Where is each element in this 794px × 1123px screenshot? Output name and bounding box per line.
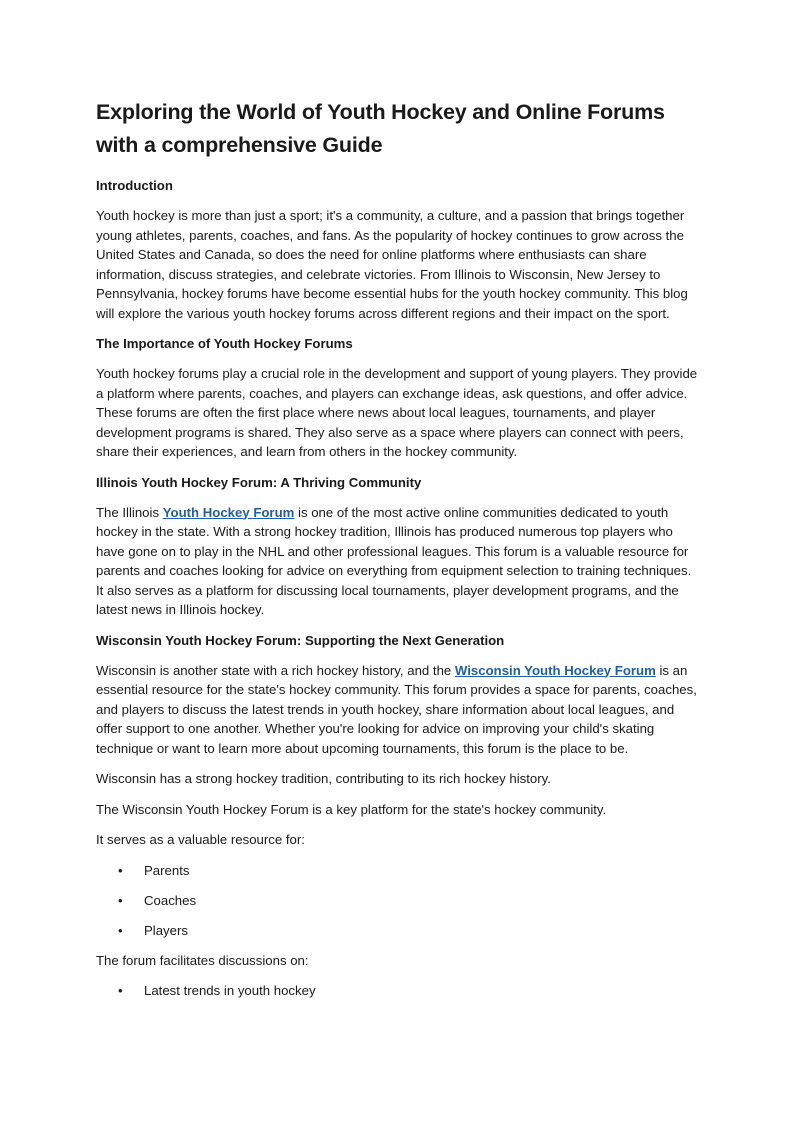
resource-intro-paragraph: It serves as a valuable resource for:: [96, 832, 305, 847]
resource-list: [96, 861, 700, 941]
illinois-text-post: is one of the most active online communities dedicated to youth hockey in the state. With a strong hockey tradition, Illinois has produced numerous top players who have gone on to play in the NHL and other professional leagues. This forum is a valuable resource for parents and coaches looking for advice on everything from equipment selection to training techniques. It also serves as a platform for discussing local tournaments, player development programs, and the latest news in Illinois hockey.: [96, 504, 692, 617]
intro-heading: Introduction: [96, 178, 173, 193]
illinois-text-pre: The Illinois: [96, 504, 163, 520]
importance-paragraph: Youth hockey forums play a crucial role in the development and support of young players. They provide a platform where parents, coaches, and players can exchange ideas, ask questions, and offer advice. These forums are often the first place where news about local leagues, tournaments, and player development programs is shared. They also serve as a space where players can connect with peers, share their experiences, and learn from others in the hockey community.: [96, 366, 698, 459]
wisconsin-paragraph: [96, 661, 700, 759]
wisconsin-heading: Wisconsin Youth Hockey Forum: Supporting the Next Generation: [96, 632, 505, 648]
wisconsin-tradition-paragraph: Wisconsin has a strong hockey tradition, contributing to its rich hockey history.: [96, 771, 551, 786]
illinois-paragraph: [96, 503, 700, 620]
youth-hockey-forum-link[interactable]: Youth Hockey Forum: [162, 504, 295, 520]
page-title: Exploring the World of Youth Hockey and Online Forums with a comprehensive Guide: [96, 100, 665, 157]
discussion-list: [96, 981, 700, 1001]
list-item: • Players: [96, 921, 700, 941]
document-page: [96, 96, 700, 1011]
wisconsin-text-post: is an essential resource for the state's hockey community. This forum provides a space for parents, coaches, and players to discuss the latest trends in youth hockey, share information about local leagues, and offer support to one another. Whether you're looking for advice on improving your child's skating technique or want to learn more about upcoming tournaments, this forum is the place to be.: [96, 662, 697, 756]
importance-heading: The Importance of Youth Hockey Forums: [96, 336, 353, 351]
list-item: • Coaches: [96, 891, 700, 911]
wisconsin-platform-paragraph: The Wisconsin Youth Hockey Forum is a key platform for the state's hockey community.: [96, 801, 607, 817]
illinois-heading: Illinois Youth Hockey Forum: A Thriving Community: [96, 474, 422, 490]
intro-paragraph: Youth hockey is more than just a sport; it's a community, a culture, and a passion that brings together young athletes, parents, coaches, and fans. As the popularity of hockey continues to grow across the United States and Canada, so does the need for online platforms where enthusiasts can share information, discuss strategies, and celebrate victories. From Illinois to Wisconsin, New Jersey to Pennsylvania, hockey forums have become essential hubs for the youth hockey community. This blog will explore the various youth hockey forums across different regions and their impact on the sport.: [96, 208, 688, 321]
list-item: • Latest trends in youth hockey: [96, 981, 700, 1001]
discussion-intro-paragraph: The forum facilitates discussions on:: [96, 952, 309, 968]
wisconsin-text-pre: Wisconsin is another state with a rich hockey history, and the: [96, 662, 455, 678]
list-item: • Parents: [96, 861, 700, 881]
wisconsin-youth-hockey-forum-link[interactable]: Wisconsin Youth Hockey Forum: [454, 662, 656, 678]
